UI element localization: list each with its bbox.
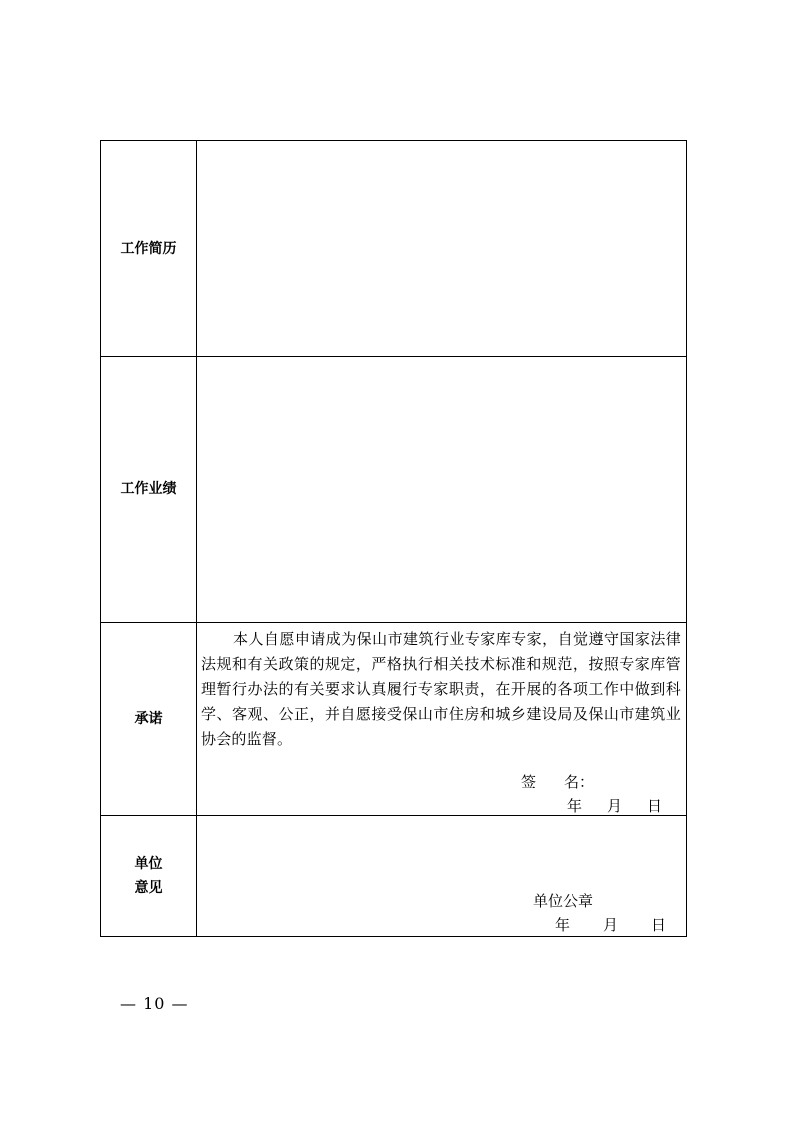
unit-opinion-label-line1: 单位	[134, 855, 163, 872]
opinion-date-month: 月	[603, 915, 619, 934]
work-achievement-field[interactable]	[197, 357, 687, 622]
unit-opinion-field[interactable]	[197, 815, 687, 936]
pledge-label: 承诺	[134, 710, 163, 727]
signature-label-char2: 名：	[564, 772, 595, 791]
work-resume-row	[101, 141, 687, 357]
opinion-date-line[interactable]	[555, 914, 699, 935]
pledge-content-cell	[197, 622, 687, 815]
unit-opinion-row	[101, 815, 687, 936]
signature-line[interactable]	[521, 771, 594, 792]
unit-opinion-label-cell	[101, 815, 197, 936]
signature-label-char1: 签	[521, 772, 537, 791]
pledge-text: 本人自愿申请成为保山市建筑行业专家库专家，自觉遵守国家法律法规和有关政策的规定，严格执行相关技术标准和规范，按照专家库管理暂行办法的有关要求认真履行专家职责，在开展的各项工作中做到科学、客观、公正，并自愿接受保山市住房和城乡建设局及保山市建筑业协会的监督。	[201, 629, 681, 748]
pledge-row	[101, 622, 687, 815]
work-achievement-label: 工作业绩	[120, 481, 177, 498]
work-achievement-row	[101, 357, 687, 622]
pledge-date-month: 月	[607, 796, 623, 815]
work-resume-label-cell	[101, 141, 197, 357]
pledge-label-cell	[101, 622, 197, 815]
unit-seal-label: 单位公章	[533, 891, 594, 910]
work-resume-label: 工作简历	[120, 240, 177, 257]
unit-opinion-label-line2: 意见	[134, 879, 163, 896]
expert-application-form	[100, 140, 687, 937]
pledge-date-year: 年	[567, 796, 583, 815]
opinion-date-day: 日	[651, 915, 667, 934]
page-number: — 10 —	[120, 994, 189, 1013]
pledge-date-line[interactable]	[567, 795, 687, 816]
work-resume-field[interactable]	[197, 141, 687, 357]
pledge-date-day: 日	[647, 796, 663, 815]
work-achievement-label-cell	[101, 357, 197, 622]
opinion-date-year: 年	[555, 915, 571, 934]
